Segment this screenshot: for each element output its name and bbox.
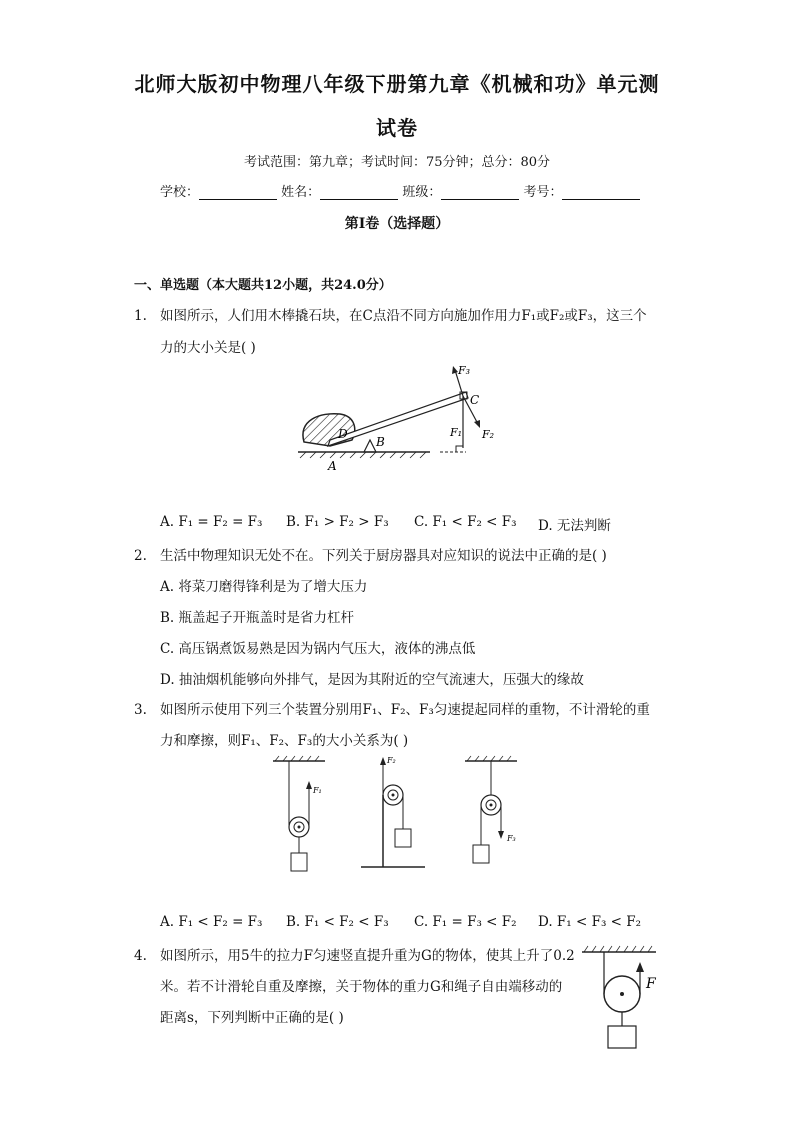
q2-option-b[interactable]: B. 瓶盖起子开瓶盖时是省力杠杆 — [160, 610, 355, 626]
class-blank[interactable] — [441, 185, 519, 200]
q4-number: 4. — [134, 948, 147, 964]
q3-number: 3. — [134, 702, 147, 718]
q3-label-F3: F₃ — [507, 834, 516, 843]
q3-option-d[interactable]: D. F₁ < F₃ < F₂ — [538, 914, 642, 930]
q1-option-b[interactable]: B. F₁ > F₂ > F₃ — [286, 514, 389, 530]
q1-label-A: A — [328, 459, 337, 473]
q1-text-line1: 如图所示，人们用木棒撬石块，在C点沿不同方向施加作用力F₁或F₂或F₃，这三个 — [160, 308, 647, 324]
q4-pulley-diagram — [576, 942, 666, 1052]
q1-label-F3: F₃ — [458, 364, 471, 377]
volume-title: 第I卷（选择题） — [344, 216, 450, 232]
q2-option-c[interactable]: C. 高压锅煮饭易熟是因为锅内气压大，液体的沸点低 — [160, 641, 476, 657]
q4-text-line2: 米。若不计滑轮自重及摩擦，关于物体的重力G和绳子自由端移动的 — [160, 979, 563, 995]
q1-text-line2: 力的大小关是( ) — [160, 340, 256, 356]
q2-option-d[interactable]: D. 抽油烟机能够向外排气，是因为其附近的空气流速大，压强大的缘故 — [160, 672, 584, 688]
name-label: 姓名： — [281, 185, 321, 200]
section-heading: 一、单选题（本大题共12小题，共24.0分） — [134, 278, 392, 293]
title-line-1: 北师大版初中物理八年级下册第九章《机械和功》单元测 — [134, 72, 660, 96]
q1-option-d[interactable]: D. 无法判断 — [538, 518, 611, 534]
q1-label-F2: F₂ — [482, 428, 495, 441]
class-label: 班级： — [402, 185, 442, 200]
q4-label-F: F — [646, 976, 656, 992]
q2-text-line1: 生活中物理知识无处不在。下列关于厨房器具对应知识的说法中正确的是( ) — [160, 548, 607, 564]
student-fields — [160, 181, 640, 200]
q3-option-a[interactable]: A. F₁ < F₂ = F₃ — [160, 914, 263, 930]
name-blank[interactable] — [320, 185, 398, 200]
q1-lever-diagram — [290, 360, 510, 480]
q3-text-line1: 如图所示使用下列三个装置分别用F₁、F₂、F₃匀速提起同样的重物，不计滑轮的重 — [160, 702, 650, 718]
q3-option-c[interactable]: C. F₁ = F₃ < F₂ — [414, 914, 517, 930]
school-label: 学校： — [160, 185, 200, 200]
q3-text-line2: 力和摩擦，则F₁、F₂、F₃的大小关系为( ) — [160, 733, 409, 749]
q1-label-B: B — [376, 435, 385, 449]
q1-label-C: C — [470, 393, 480, 407]
q2-option-a[interactable]: A. 将菜刀磨得锋利是为了增大压力 — [160, 579, 368, 595]
title-line-2: 试卷 — [376, 116, 418, 140]
q3-option-b[interactable]: B. F₁ < F₂ < F₃ — [286, 914, 389, 930]
q3-pulley-diagram — [265, 755, 545, 880]
number-label: 考号： — [523, 185, 563, 200]
q4-text-line1: 如图所示，用5牛的拉力F匀速竖直提升重为G的物体，使其上升了0.2 — [160, 948, 575, 964]
q1-number: 1. — [134, 308, 147, 324]
q1-option-a[interactable]: A. F₁ = F₂ = F₃ — [160, 514, 263, 530]
q1-label-D: D — [338, 427, 348, 441]
q4-text-line3: 距离s，下列判断中正确的是( ) — [160, 1010, 344, 1026]
q2-number: 2. — [134, 548, 147, 564]
school-blank[interactable] — [199, 185, 277, 200]
q3-label-F2: F₂ — [387, 756, 396, 765]
q1-label-F1: F₁ — [450, 426, 463, 439]
exam-info: 考试范围：第九章；考试时间：75分钟；总分：80分 — [243, 155, 551, 170]
q3-label-F1: F₁ — [313, 786, 322, 795]
q1-option-c[interactable]: C. F₁ < F₂ < F₃ — [414, 514, 517, 530]
number-blank[interactable] — [562, 185, 640, 200]
